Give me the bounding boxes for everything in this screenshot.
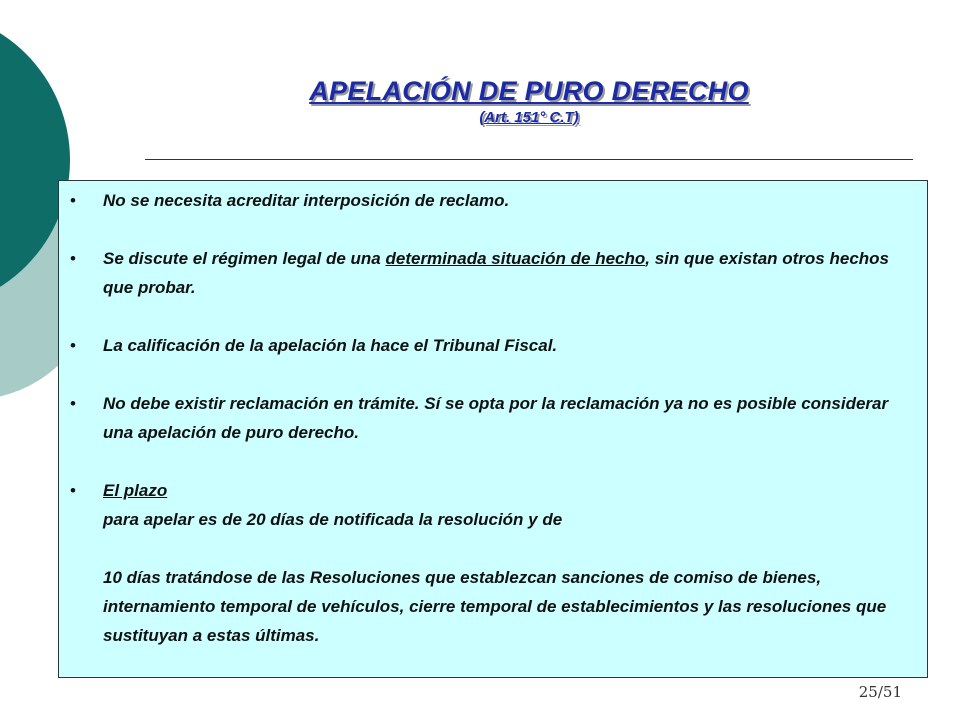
- bullet-list: [70, 186, 920, 650]
- bullet-item: [70, 389, 920, 447]
- bullet-heading: [103, 476, 920, 505]
- bullet-text-underlined: determinada situación de hecho: [385, 249, 646, 268]
- bullet-text: [103, 244, 920, 302]
- bullet-text: No debe existir reclamación en trámite. Sí se opta por la reclamación ya no es posible considerar una apelación de puro derecho.: [103, 394, 889, 442]
- slide-title-block: [145, 74, 913, 128]
- bullet-text: No se necesita acreditar interposición de reclamo.: [103, 191, 510, 210]
- bullet-symbol: •: [70, 336, 76, 355]
- bullet-text: La calificación de la apelación la hace el Tribunal Fiscal.: [103, 336, 558, 355]
- bullet-symbol: •: [70, 191, 76, 210]
- bullet-item: [70, 331, 920, 360]
- bullet-symbol: •: [70, 249, 76, 268]
- bullet-item: [70, 476, 920, 650]
- plazo-heading: El plazo: [103, 481, 168, 500]
- bullet-text-before: Se discute el régimen legal de una: [103, 249, 386, 268]
- slide-subtitle: (Art. 151° C.T): [479, 109, 579, 126]
- title-divider: [145, 159, 913, 160]
- bullet-item: [70, 244, 920, 302]
- page-number: 25/51: [858, 683, 902, 701]
- bullet-text-after: , sin que existan otros hechos que probar.: [103, 249, 889, 297]
- bullet-text: para apelar es de 20 días de notificada la resolución y de: [103, 510, 563, 529]
- bullet-text: 10 días tratándose de las Resoluciones que establezcan sanciones de comiso de bienes, internamiento temporal de vehículos, cierre temporal de establecimientos y las resoluciones que sustituyan a estas últimas.: [103, 568, 887, 645]
- slide-title: APELACIÓN DE PURO DERECHO: [309, 76, 749, 106]
- bullet-item: [70, 186, 920, 215]
- bullet-symbol: •: [70, 481, 76, 500]
- bullet-symbol: •: [70, 394, 76, 413]
